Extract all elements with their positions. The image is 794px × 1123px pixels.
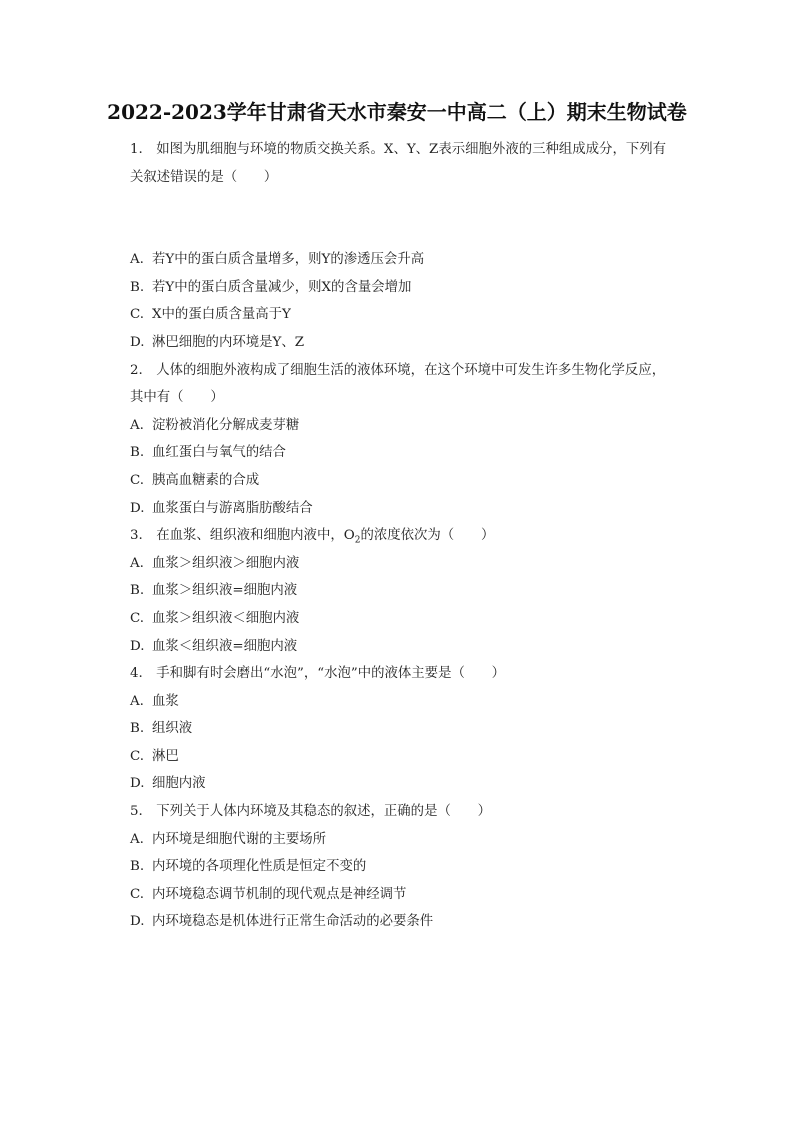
- question-2-option-d: D. 血浆蛋白与游离脂肪酸结合: [130, 500, 313, 516]
- question-3-option-a: A. 血浆＞组织液＞细胞内液: [130, 555, 300, 571]
- question-4-option-d: D. 细胞内液: [130, 776, 206, 792]
- question-4-stem: 4. 手和脚有时会磨出“水泡”，“水泡”中的液体主要是（ ）: [130, 660, 700, 688]
- question-3-option-c: C. 血浆＞组织液＜细胞内液: [130, 610, 300, 626]
- question-2-option-b: B. 血红蛋白与氧气的结合: [130, 445, 286, 461]
- question-2: [130, 357, 700, 523]
- question-3-option-d: D. 血浆＜组织液=细胞内液: [130, 638, 298, 654]
- question-3: [130, 522, 700, 660]
- question-1-figure-area: [130, 191, 700, 246]
- question-4-option-a: A. 血浆: [130, 693, 179, 709]
- question-2-stem-line1: 人体的细胞外液构成了细胞生活的液体环境，在这个环境中可发生许多生物化学反应，: [156, 362, 666, 378]
- question-2-option-a: A. 淀粉被消化分解成麦芽糖: [130, 417, 300, 433]
- question-1-number: 1.: [130, 142, 143, 157]
- question-3-stem: 3. 在血浆、组织液和细胞内液中，$O_2$的浓度依次为（ ）: [130, 522, 700, 550]
- question-1: [130, 136, 700, 357]
- question-1-option-c: C. X中的蛋白质含量高于Y: [130, 307, 291, 323]
- question-1-option-d: D. 淋巴细胞的内环境是Y、Z: [130, 334, 305, 350]
- question-4-option-b: B. 组织液: [130, 721, 193, 737]
- question-2-option-c: C. 胰高血糖素的合成: [130, 472, 260, 488]
- question-5-number: 5.: [130, 804, 143, 820]
- question-5-option-d: D. 内环境稳态是机体进行正常生命活动的必要条件: [130, 914, 434, 930]
- question-5-option-b: B. 内环境的各项理化性质是恒定不变的: [130, 859, 367, 875]
- question-2-stem-line2: 其中有（ ）: [130, 390, 224, 406]
- question-2-stem: [130, 357, 700, 385]
- question-1-stem-line2: 关叙述错误的是（ ）: [130, 169, 278, 185]
- exam-title: 2022-2023学年甘肃省天水市秦安一中高二（上）期末生物试卷: [107, 100, 687, 124]
- question-4-number: 4.: [130, 666, 143, 682]
- question-3-number: 3.: [130, 528, 143, 544]
- question-1-stem: [130, 136, 700, 164]
- question-4-option-c: C. 淋巴: [130, 748, 179, 764]
- question-5-option-a: A. 内环境是细胞代谢的主要场所: [130, 831, 327, 847]
- question-3-option-b: B. 血浆＞组织液=细胞内液: [130, 583, 298, 599]
- question-5: [130, 798, 700, 936]
- question-5-stem: 5. 下列关于人体内环境及其稳态的叙述，正确的是（ ）: [130, 798, 700, 826]
- questions-section: [130, 136, 700, 936]
- question-5-option-c: C. 内环境稳态调节机制的现代观点是神经调节: [130, 886, 407, 902]
- question-1-option-b: B. 若Y中的蛋白质含量减少，则X的含量会增加: [130, 279, 412, 295]
- question-4: [130, 660, 700, 798]
- question-1-stem-line1: 如图为肌细胞与环境的物质交换关系。X、Y、Z表示细胞外液的三种组成成分，下列有: [156, 142, 667, 157]
- question-2-number: 2.: [130, 362, 143, 378]
- oxygen-subscript: 2: [354, 535, 361, 546]
- question-1-option-a: A. 若Y中的蛋白质含量增多，则Y的渗透压会升高: [130, 252, 425, 268]
